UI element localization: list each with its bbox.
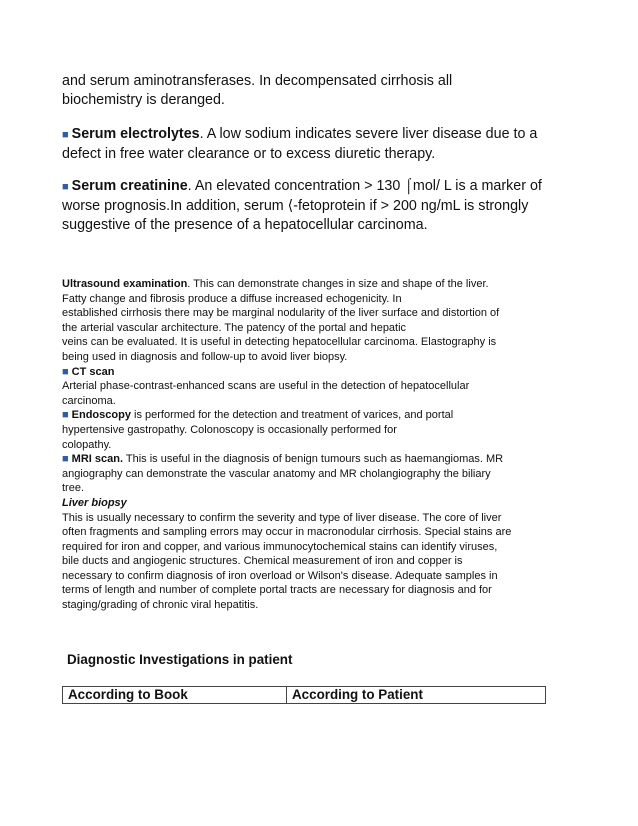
creatinine-line: suggestive of the presence of a hepatocellular carcinoma. bbox=[62, 217, 428, 233]
electrolytes-line: defect in free water clearance or to excess diuretic therapy. bbox=[62, 146, 436, 162]
mri-line: ■ MRI scan. This is useful in the diagnosis of benign tumours such as haemangiomas. MR bbox=[62, 453, 504, 466]
biopsy-line: This is usually necessary to confirm the severity and type of liver disease. The core of liver bbox=[62, 511, 502, 524]
electrolytes-text: . A low sodium indicates severe liver disease due to a bbox=[199, 126, 538, 142]
bullet-square-icon: ■ bbox=[62, 365, 69, 378]
biopsy-line: required for iron and copper, and various immunocytochemical stains can identify viruses, bbox=[62, 540, 498, 553]
endoscopy-line: hypertensive gastropathy. Colonoscopy is occasionally performed for bbox=[62, 423, 397, 436]
biopsy-line: terms of length and number of complete portal tracts are necessary for diagnosis and for bbox=[62, 584, 492, 597]
intro-paragraph bbox=[62, 72, 582, 110]
ultrasound-title: Ultrasound examination bbox=[62, 278, 188, 290]
biopsy-line: necessary to confirm diagnosis of iron overload or Wilson's disease. Adequate samples in bbox=[62, 569, 498, 582]
creatinine-line bbox=[62, 177, 582, 197]
table-header-row bbox=[63, 687, 546, 704]
column-header-patient: According to Patient bbox=[287, 687, 546, 704]
endoscopy-line: ■ Endoscopy is performed for the detection and treatment of varices, and portal bbox=[62, 409, 454, 422]
intro-line: and serum aminotransferases. In decompensated cirrhosis all bbox=[62, 73, 453, 89]
biopsy-line: often fragments and sampling errors may occur in macronodular cirrhosis. Special stains are bbox=[62, 526, 512, 539]
electrolytes-paragraph bbox=[62, 125, 582, 164]
endoscopy-line: colopathy. bbox=[62, 438, 112, 451]
ct-line: carcinoma. bbox=[62, 394, 116, 407]
creatinine-line: worse prognosis.In addition, serum ⟨-fetoprotein if > 200 ng/mL is strongly bbox=[62, 198, 529, 214]
comparison-table bbox=[62, 686, 546, 704]
biopsy-line: bile ducts and angiogenic structures. Chemical measurement of iron and copper is bbox=[62, 555, 463, 568]
details-section bbox=[62, 277, 582, 613]
ultrasound-line: being used in diagnosis and follow-up to avoid liver biopsy. bbox=[62, 350, 348, 363]
biopsy-line: staging/grading of chronic viral hepatitis. bbox=[62, 599, 259, 612]
biopsy-heading bbox=[62, 496, 582, 511]
mri-title: MRI scan. bbox=[71, 453, 124, 466]
ultrasound-line: Fatty change and fibrosis produce a diffuse increased echogenicity. In bbox=[62, 292, 402, 305]
bullet-square-icon: ■ bbox=[62, 409, 69, 422]
column-header-book: According to Book bbox=[63, 687, 287, 704]
mri-line: tree. bbox=[62, 482, 85, 495]
intro-line: biochemistry is deranged. bbox=[62, 92, 225, 108]
ultrasound-line: Ultrasound examination. This can demonstrate changes in size and shape of the liver. bbox=[62, 278, 489, 290]
mri-line: angiography can demonstrate the vascular anatomy and MR cholangiography the biliary bbox=[62, 467, 491, 480]
ct-heading bbox=[62, 365, 582, 380]
ultrasound-line: veins can be evaluated. It is useful in detecting hepatocellular carcinoma. Elastography is bbox=[62, 336, 497, 349]
electrolytes-line bbox=[62, 125, 582, 145]
endoscopy-title: Endoscopy bbox=[71, 409, 131, 422]
biopsy-title: Liver biopsy bbox=[62, 496, 127, 509]
bullet-square-icon: ■ bbox=[62, 129, 69, 141]
ultrasound-line: the arterial vascular architecture. The patency of the portal and hepatic bbox=[62, 321, 407, 334]
creatinine-title: Serum creatinine bbox=[71, 178, 188, 194]
bullet-square-icon: ■ bbox=[62, 181, 69, 193]
ultrasound-line: established cirrhosis there may be marginal nodularity of the liver surface and distortion of bbox=[62, 307, 500, 320]
bullet-square-icon: ■ bbox=[62, 453, 69, 466]
creatinine-paragraph bbox=[62, 177, 582, 235]
section-heading: Diagnostic Investigations in patient bbox=[67, 652, 293, 667]
ct-line: Arterial phase-contrast-enhanced scans are useful in the detection of hepatocellular bbox=[62, 380, 470, 393]
creatinine-text: . An elevated concentration > 130 ⌠mol/ L is a marker of bbox=[187, 178, 542, 194]
ct-title: CT scan bbox=[71, 365, 115, 378]
electrolytes-title: Serum electrolytes bbox=[71, 126, 200, 142]
